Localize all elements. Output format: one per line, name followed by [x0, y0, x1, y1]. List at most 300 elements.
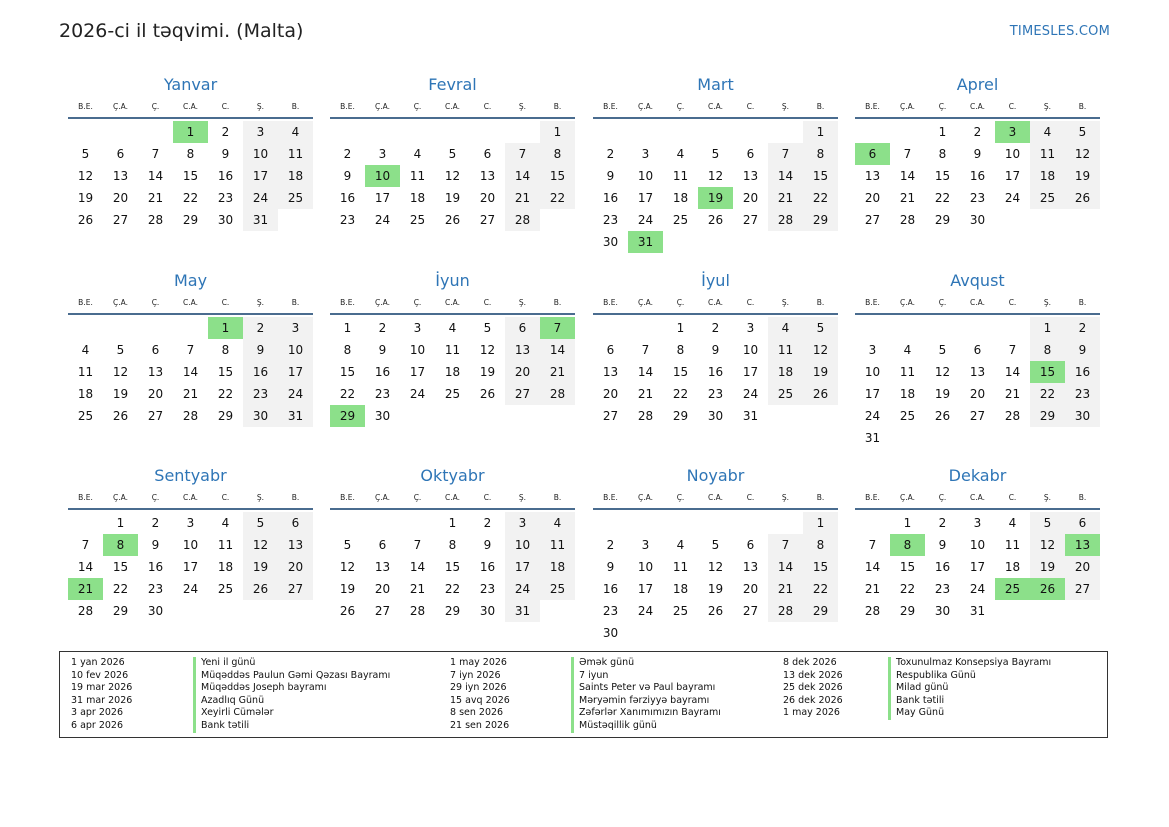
days-grid — [855, 121, 1100, 231]
day-cell: 24 — [637, 604, 654, 618]
day-cell: 22 — [899, 582, 916, 596]
weekday-label: C. — [1008, 298, 1017, 307]
day-cell: 19 — [339, 582, 356, 596]
day-cell: 28 — [899, 213, 916, 227]
month-9 — [68, 466, 313, 622]
empty-cell — [855, 121, 890, 143]
holiday-day-cell: 31 — [628, 231, 663, 253]
day-cell: 22 — [1030, 383, 1065, 405]
day-cell: 16 — [602, 191, 619, 205]
empty-cell — [103, 121, 138, 143]
day-cell: 1 — [343, 321, 352, 335]
day-cell: 9 — [378, 343, 387, 357]
day-cell: 20 — [742, 582, 759, 596]
day-cell: 11 — [768, 339, 803, 361]
day-cell: 10 — [637, 169, 654, 183]
empty-cell — [995, 317, 1030, 339]
day-cell: 18 — [899, 387, 916, 401]
weekday-label: C.A. — [707, 298, 723, 307]
day-cell: 22 — [672, 387, 689, 401]
weekday-label: Ş. — [781, 102, 790, 111]
weekday-label: C.A. — [969, 493, 985, 502]
day-cell: 22 — [803, 578, 838, 600]
day-cell: 22 — [540, 187, 575, 209]
day-cell: 23 — [602, 213, 619, 227]
day-cell: 25 — [768, 383, 803, 405]
day-cell: 30 — [479, 604, 496, 618]
day-cell: 16 — [147, 560, 164, 574]
day-cell: 5 — [243, 512, 278, 534]
day-cell: 6 — [278, 512, 313, 534]
empty-cell — [855, 317, 890, 339]
days-grid — [330, 121, 575, 231]
legend-holiday-name: Müqəddəs Joseph bayramı — [193, 682, 327, 695]
weekday-label: B.E. — [78, 493, 93, 502]
weekday-label: C. — [1008, 102, 1017, 111]
weekday-label: C. — [1008, 493, 1017, 502]
weekday-label: Ç. — [938, 102, 947, 111]
day-cell: 10 — [864, 365, 881, 379]
day-cell: 4 — [448, 321, 457, 335]
day-cell: 29 — [803, 600, 838, 622]
weekday-label: Ç.A. — [637, 298, 653, 307]
day-cell: 30 — [374, 409, 391, 423]
day-cell: 19 — [77, 191, 94, 205]
day-cell: 7 — [186, 343, 195, 357]
day-cell: 2 — [243, 317, 278, 339]
legend-holiday-name: Müstəqillik günü — [571, 720, 657, 733]
day-cell: 12 — [77, 169, 94, 183]
day-cell: 12 — [243, 534, 278, 556]
day-cell: 13 — [969, 365, 986, 379]
empty-cell — [925, 317, 960, 339]
weekday-label: B. — [1078, 298, 1087, 307]
day-cell: 12 — [112, 365, 129, 379]
day-cell: 27 — [864, 213, 881, 227]
weekday-label: C.A. — [182, 298, 198, 307]
empty-cell — [890, 317, 925, 339]
day-cell: 9 — [606, 169, 615, 183]
day-cell: 14 — [77, 560, 94, 574]
day-cell: 9 — [483, 538, 492, 552]
day-cell: 20 — [479, 191, 496, 205]
day-cell: 11 — [899, 365, 916, 379]
day-cell: 3 — [186, 516, 195, 530]
month-name: Dekabr — [948, 466, 1007, 485]
holiday-day-cell: 26 — [1030, 578, 1065, 600]
day-cell: 26 — [707, 213, 724, 227]
day-cell: 6 — [973, 343, 982, 357]
day-cell: 11 — [1004, 538, 1021, 552]
day-cell: 25 — [278, 187, 313, 209]
legend-date: 1 may 2026 — [450, 657, 507, 668]
weekday-label: Ç.A. — [374, 298, 390, 307]
weekday-label: Ş. — [518, 298, 527, 307]
holiday-day-cell: 29 — [330, 405, 365, 427]
day-cell: 6 — [746, 147, 755, 161]
weekday-label: B. — [553, 298, 562, 307]
weekday-label: B.E. — [603, 298, 618, 307]
day-cell: 8 — [676, 343, 685, 357]
weekday-label: Ç. — [938, 298, 947, 307]
day-cell: 11 — [444, 343, 461, 357]
day-cell: 13 — [374, 560, 391, 574]
empty-cell — [628, 317, 663, 339]
day-cell: 7 — [505, 143, 540, 165]
legend-date: 21 sen 2026 — [450, 720, 510, 731]
day-cell: 14 — [1004, 365, 1021, 379]
days-grid — [593, 121, 838, 253]
day-cell: 31 — [969, 604, 986, 618]
day-cell: 20 — [374, 582, 391, 596]
day-cell: 30 — [1065, 405, 1100, 427]
day-cell: 25 — [1030, 187, 1065, 209]
empty-cell — [68, 512, 103, 534]
weekday-header — [68, 101, 313, 119]
legend-holiday-name: Müqəddəs Paulun Gəmi Qəzası Bayramı — [193, 670, 390, 683]
holiday-day-cell: 7 — [540, 317, 575, 339]
day-cell: 31 — [505, 600, 540, 622]
day-cell: 4 — [221, 516, 230, 530]
day-cell: 17 — [182, 560, 199, 574]
day-cell: 6 — [606, 343, 615, 357]
day-cell: 3 — [973, 516, 982, 530]
weekday-label: Ş. — [518, 102, 527, 111]
day-cell: 13 — [864, 169, 881, 183]
day-cell: 9 — [151, 538, 160, 552]
weekday-label: C.A. — [707, 493, 723, 502]
day-cell: 5 — [483, 321, 492, 335]
holiday-day-cell: 3 — [995, 121, 1030, 143]
day-cell: 24 — [243, 187, 278, 209]
day-cell: 2 — [606, 538, 615, 552]
month-name: İyun — [435, 271, 470, 290]
day-cell: 19 — [243, 556, 278, 578]
day-cell: 10 — [409, 343, 426, 357]
day-cell: 28 — [182, 409, 199, 423]
day-cell: 17 — [969, 560, 986, 574]
day-cell: 31 — [864, 431, 881, 445]
weekday-label: Ç. — [413, 298, 422, 307]
empty-cell — [435, 121, 470, 143]
day-cell: 1 — [448, 516, 457, 530]
day-cell: 18 — [672, 191, 689, 205]
weekday-label: C.A. — [969, 298, 985, 307]
weekday-label: B. — [1078, 102, 1087, 111]
days-grid — [330, 512, 575, 622]
day-cell: 15 — [339, 365, 356, 379]
weekday-label: Ş. — [256, 493, 265, 502]
day-cell: 27 — [479, 213, 496, 227]
day-cell: 26 — [479, 387, 496, 401]
weekday-label: C.A. — [444, 493, 460, 502]
day-cell: 27 — [1065, 578, 1100, 600]
weekday-label: C. — [221, 298, 230, 307]
empty-cell — [330, 512, 365, 534]
holiday-day-cell: 8 — [890, 534, 925, 556]
day-cell: 11 — [540, 534, 575, 556]
weekday-label: B. — [291, 102, 300, 111]
day-cell: 19 — [479, 365, 496, 379]
weekday-label: Ç. — [151, 102, 160, 111]
weekday-label: B.E. — [78, 102, 93, 111]
legend-date: 6 apr 2026 — [71, 720, 124, 731]
legend-holiday-name: Toxunulmaz Konsepsiya Bayramı — [888, 657, 1051, 670]
weekday-header — [593, 101, 838, 119]
day-cell: 14 — [182, 365, 199, 379]
weekday-label: B.E. — [340, 102, 355, 111]
weekday-label: Ş. — [256, 298, 265, 307]
day-cell: 4 — [676, 538, 685, 552]
empty-cell — [733, 121, 768, 143]
day-cell: 15 — [803, 556, 838, 578]
weekday-header — [855, 492, 1100, 510]
empty-cell — [960, 317, 995, 339]
day-cell: 25 — [672, 213, 689, 227]
day-cell: 30 — [707, 409, 724, 423]
empty-cell — [855, 512, 890, 534]
day-cell: 6 — [151, 343, 160, 357]
day-cell: 24 — [182, 582, 199, 596]
holiday-legend — [59, 651, 1108, 738]
empty-cell — [628, 512, 663, 534]
day-cell: 19 — [1065, 165, 1100, 187]
day-cell: 22 — [217, 387, 234, 401]
day-cell: 8 — [803, 143, 838, 165]
day-cell: 28 — [864, 604, 881, 618]
day-cell: 9 — [243, 339, 278, 361]
weekday-label: B. — [1078, 493, 1087, 502]
day-cell: 9 — [606, 560, 615, 574]
weekday-label: Ç. — [151, 493, 160, 502]
day-cell: 24 — [278, 383, 313, 405]
holiday-day-cell: 13 — [1065, 534, 1100, 556]
holiday-day-cell: 8 — [103, 534, 138, 556]
day-cell: 23 — [1065, 383, 1100, 405]
day-cell: 15 — [112, 560, 129, 574]
day-cell: 21 — [637, 387, 654, 401]
day-cell: 23 — [969, 191, 986, 205]
weekday-label: B.E. — [865, 298, 880, 307]
day-cell: 31 — [742, 409, 759, 423]
day-cell: 8 — [186, 147, 195, 161]
day-cell: 21 — [540, 361, 575, 383]
day-cell: 15 — [444, 560, 461, 574]
day-cell: 16 — [339, 191, 356, 205]
weekday-label: Ç.A. — [637, 102, 653, 111]
legend-holiday-name: Respublika Günü — [888, 670, 976, 683]
day-cell: 12 — [339, 560, 356, 574]
day-cell: 21 — [768, 578, 803, 600]
weekday-label: B. — [816, 493, 825, 502]
day-cell: 24 — [1004, 191, 1021, 205]
empty-cell — [138, 121, 173, 143]
day-cell: 30 — [147, 604, 164, 618]
day-cell: 5 — [343, 538, 352, 552]
weekday-header — [68, 297, 313, 315]
day-cell: 23 — [479, 582, 496, 596]
day-cell: 27 — [742, 213, 759, 227]
day-cell: 26 — [1065, 187, 1100, 209]
weekday-label: C. — [221, 493, 230, 502]
day-cell: 6 — [1065, 512, 1100, 534]
days-grid — [593, 317, 838, 427]
day-cell: 27 — [112, 213, 129, 227]
day-cell: 7 — [151, 147, 160, 161]
day-cell: 24 — [864, 409, 881, 423]
weekday-label: Ş. — [781, 493, 790, 502]
day-cell: 13 — [742, 169, 759, 183]
brand-link[interactable]: TIMESLES.COM — [1009, 24, 1110, 39]
day-cell: 8 — [343, 343, 352, 357]
weekday-label: Ç.A. — [899, 493, 915, 502]
day-cell: 28 — [768, 600, 803, 622]
day-cell: 26 — [243, 578, 278, 600]
day-cell: 1 — [676, 321, 685, 335]
month-11 — [593, 466, 838, 644]
month-name: Noyabr — [686, 466, 745, 485]
day-cell: 9 — [973, 147, 982, 161]
weekday-label: C.A. — [707, 102, 723, 111]
weekday-header — [855, 101, 1100, 119]
weekday-label: Ş. — [518, 493, 527, 502]
day-cell: 21 — [409, 582, 426, 596]
day-cell: 13 — [479, 169, 496, 183]
day-cell: 18 — [409, 191, 426, 205]
day-cell: 4 — [1008, 516, 1017, 530]
day-cell: 8 — [1030, 339, 1065, 361]
empty-cell — [663, 512, 698, 534]
day-cell: 3 — [868, 343, 877, 357]
day-cell: 30 — [969, 213, 986, 227]
month-name: Avqust — [950, 271, 1005, 290]
day-cell: 5 — [711, 147, 720, 161]
legend-holiday-name: Saints Peter və Paul bayramı — [571, 682, 715, 695]
day-cell: 18 — [1004, 560, 1021, 574]
day-cell: 18 — [768, 361, 803, 383]
day-cell: 7 — [81, 538, 90, 552]
day-cell: 6 — [505, 317, 540, 339]
day-cell: 8 — [803, 534, 838, 556]
day-cell: 28 — [147, 213, 164, 227]
day-cell: 5 — [81, 147, 90, 161]
day-cell: 5 — [938, 343, 947, 357]
days-grid — [68, 512, 313, 622]
day-cell: 21 — [899, 191, 916, 205]
month-8 — [855, 271, 1100, 449]
day-cell: 12 — [934, 365, 951, 379]
legend-date: 10 fev 2026 — [71, 669, 129, 681]
day-cell: 24 — [969, 582, 986, 596]
day-cell: 6 — [483, 147, 492, 161]
day-cell: 12 — [1065, 143, 1100, 165]
day-cell: 26 — [339, 604, 356, 618]
day-cell: 24 — [742, 387, 759, 401]
day-cell: 10 — [637, 560, 654, 574]
weekday-label: Ç.A. — [112, 493, 128, 502]
days-grid — [855, 317, 1100, 449]
month-name: Oktyabr — [420, 466, 485, 485]
day-cell: 9 — [938, 538, 947, 552]
day-cell: 29 — [112, 604, 129, 618]
days-grid — [68, 317, 313, 427]
day-cell: 22 — [803, 187, 838, 209]
day-cell: 7 — [1008, 343, 1017, 357]
month-7 — [593, 271, 838, 427]
legend-date: 3 apr 2026 — [71, 707, 124, 719]
day-cell: 2 — [151, 516, 160, 530]
day-cell: 9 — [343, 169, 352, 183]
empty-cell — [68, 317, 103, 339]
month-name: İyul — [701, 271, 730, 290]
day-cell: 5 — [803, 317, 838, 339]
day-cell: 17 — [243, 165, 278, 187]
weekday-header — [855, 297, 1100, 315]
day-cell: 3 — [378, 147, 387, 161]
holiday-day-cell: 21 — [68, 578, 103, 600]
weekday-label: Ç. — [413, 493, 422, 502]
day-cell: 19 — [112, 387, 129, 401]
day-cell: 29 — [1030, 405, 1065, 427]
days-grid — [68, 121, 313, 231]
month-4 — [855, 75, 1100, 231]
day-cell: 19 — [1030, 556, 1065, 578]
holiday-day-cell: 15 — [1030, 361, 1065, 383]
empty-cell — [173, 317, 208, 339]
day-cell: 31 — [243, 209, 278, 231]
day-cell: 22 — [182, 191, 199, 205]
day-cell: 17 — [864, 387, 881, 401]
legend-date: 25 dek 2026 — [783, 682, 843, 694]
weekday-label: Ç.A. — [112, 298, 128, 307]
day-cell: 15 — [672, 365, 689, 379]
weekday-label: Ş. — [256, 102, 265, 111]
day-cell: 25 — [409, 213, 426, 227]
weekday-label: B.E. — [865, 102, 880, 111]
day-cell: 14 — [768, 556, 803, 578]
empty-cell — [330, 121, 365, 143]
day-cell: 8 — [938, 147, 947, 161]
weekday-label: Ş. — [1043, 102, 1052, 111]
weekday-label: Ç.A. — [899, 102, 915, 111]
month-name: May — [173, 271, 208, 290]
day-cell: 23 — [217, 191, 234, 205]
weekday-label: B.E. — [340, 298, 355, 307]
day-cell: 15 — [934, 169, 951, 183]
empty-cell — [68, 121, 103, 143]
day-cell: 31 — [278, 405, 313, 427]
legend-date: 15 avq 2026 — [450, 694, 510, 706]
empty-cell — [593, 317, 628, 339]
day-cell: 4 — [768, 317, 803, 339]
day-cell: 28 — [77, 604, 94, 618]
day-cell: 16 — [969, 169, 986, 183]
holiday-day-cell: 1 — [173, 121, 208, 143]
day-cell: 10 — [505, 534, 540, 556]
weekday-label: C. — [221, 102, 230, 111]
day-cell: 1 — [116, 516, 125, 530]
day-cell: 17 — [742, 365, 759, 379]
day-cell: 23 — [243, 383, 278, 405]
empty-cell — [400, 121, 435, 143]
weekday-label: B. — [291, 493, 300, 502]
day-cell: 14 — [768, 165, 803, 187]
day-cell: 15 — [540, 165, 575, 187]
weekday-label: Ş. — [1043, 493, 1052, 502]
day-cell: 21 — [768, 187, 803, 209]
day-cell: 11 — [77, 365, 94, 379]
day-cell: 2 — [483, 516, 492, 530]
